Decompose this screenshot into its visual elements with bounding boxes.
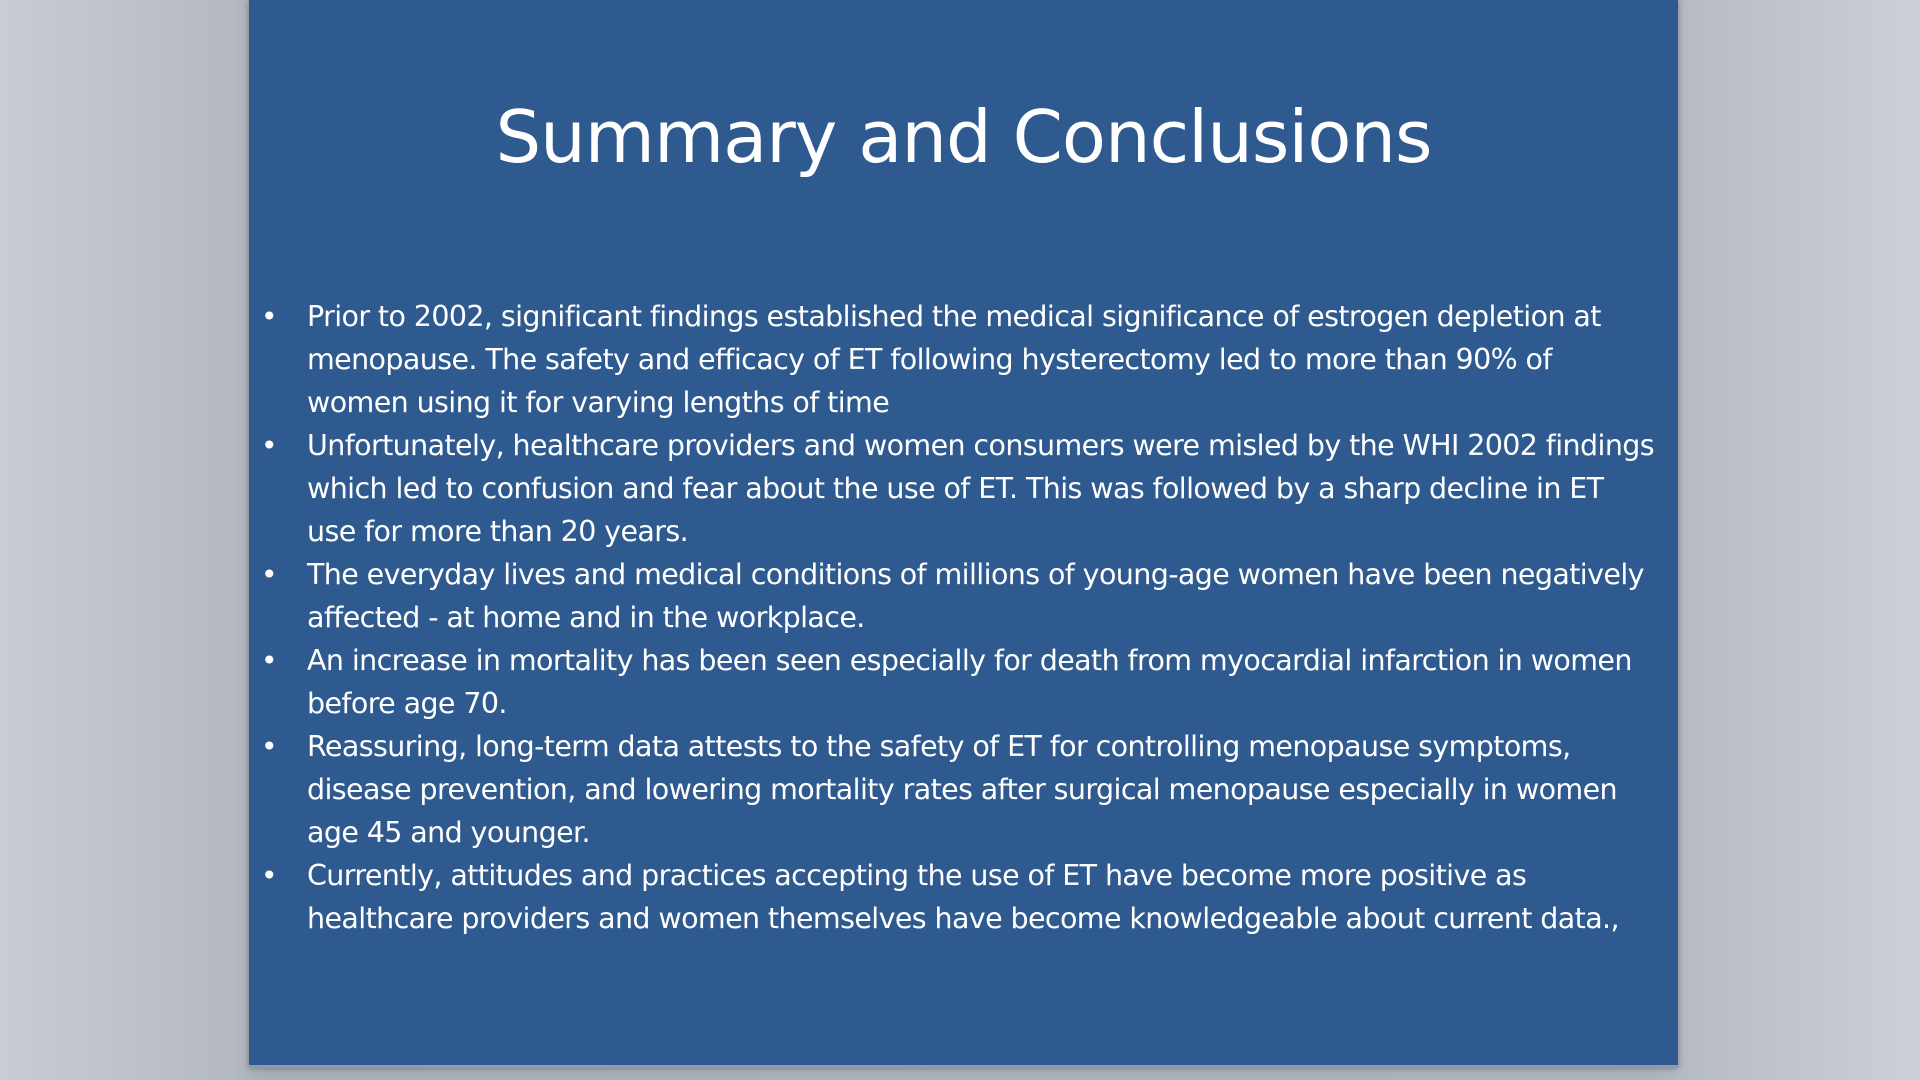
bullet-item-3 — [249, 553, 1678, 639]
bullet-item-6 — [249, 854, 1678, 940]
bullet-item-1 — [249, 295, 1678, 424]
bullet-item-2 — [249, 424, 1678, 553]
bullet-text: Prior to 2002, significant findings established the medical significance of estrogen depletion at menopause. The safety and efficacy of ET following hysterectomy led to more than 90% of women using it for varying lengths of time — [307, 300, 1601, 419]
bullet-text: Currently, attitudes and practices accepting the use of ET have become more positive as healthcare providers and women themselves have become knowledgeable about current data., — [307, 859, 1619, 935]
bullet-dot-icon: • — [261, 730, 277, 763]
bullet-dot-icon: • — [261, 558, 277, 591]
bullet-text: Reassuring, long-term data attests to the safety of ET for controlling menopause symptoms, disease prevention, and lowering mortality rates after surgical menopause especially in women age 45 and younger. — [307, 730, 1617, 849]
bullet-text: Unfortunately, healthcare providers and women consumers were misled by the WHI 2002 findings which led to confusion and fear about the use of ET. This was followed by a sharp decline in ET use for more than 20 years. — [307, 429, 1655, 548]
bullet-dot-icon: • — [261, 859, 277, 892]
bullet-list — [249, 295, 1678, 940]
bullet-dot-icon: • — [261, 644, 277, 677]
bullet-text: The everyday lives and medical conditions of millions of young-age women have been negatively affected - at home and in the workplace. — [307, 558, 1644, 634]
bullet-item-5 — [249, 725, 1678, 854]
slide-canvas — [249, 0, 1678, 1068]
bullet-item-4 — [249, 639, 1678, 725]
bullet-dot-icon: • — [261, 300, 277, 333]
slide-title: Summary and Conclusions — [495, 95, 1432, 179]
bullet-dot-icon: • — [261, 429, 277, 462]
bullet-text: An increase in mortality has been seen especially for death from myocardial infarction in women before age 70. — [307, 644, 1632, 720]
